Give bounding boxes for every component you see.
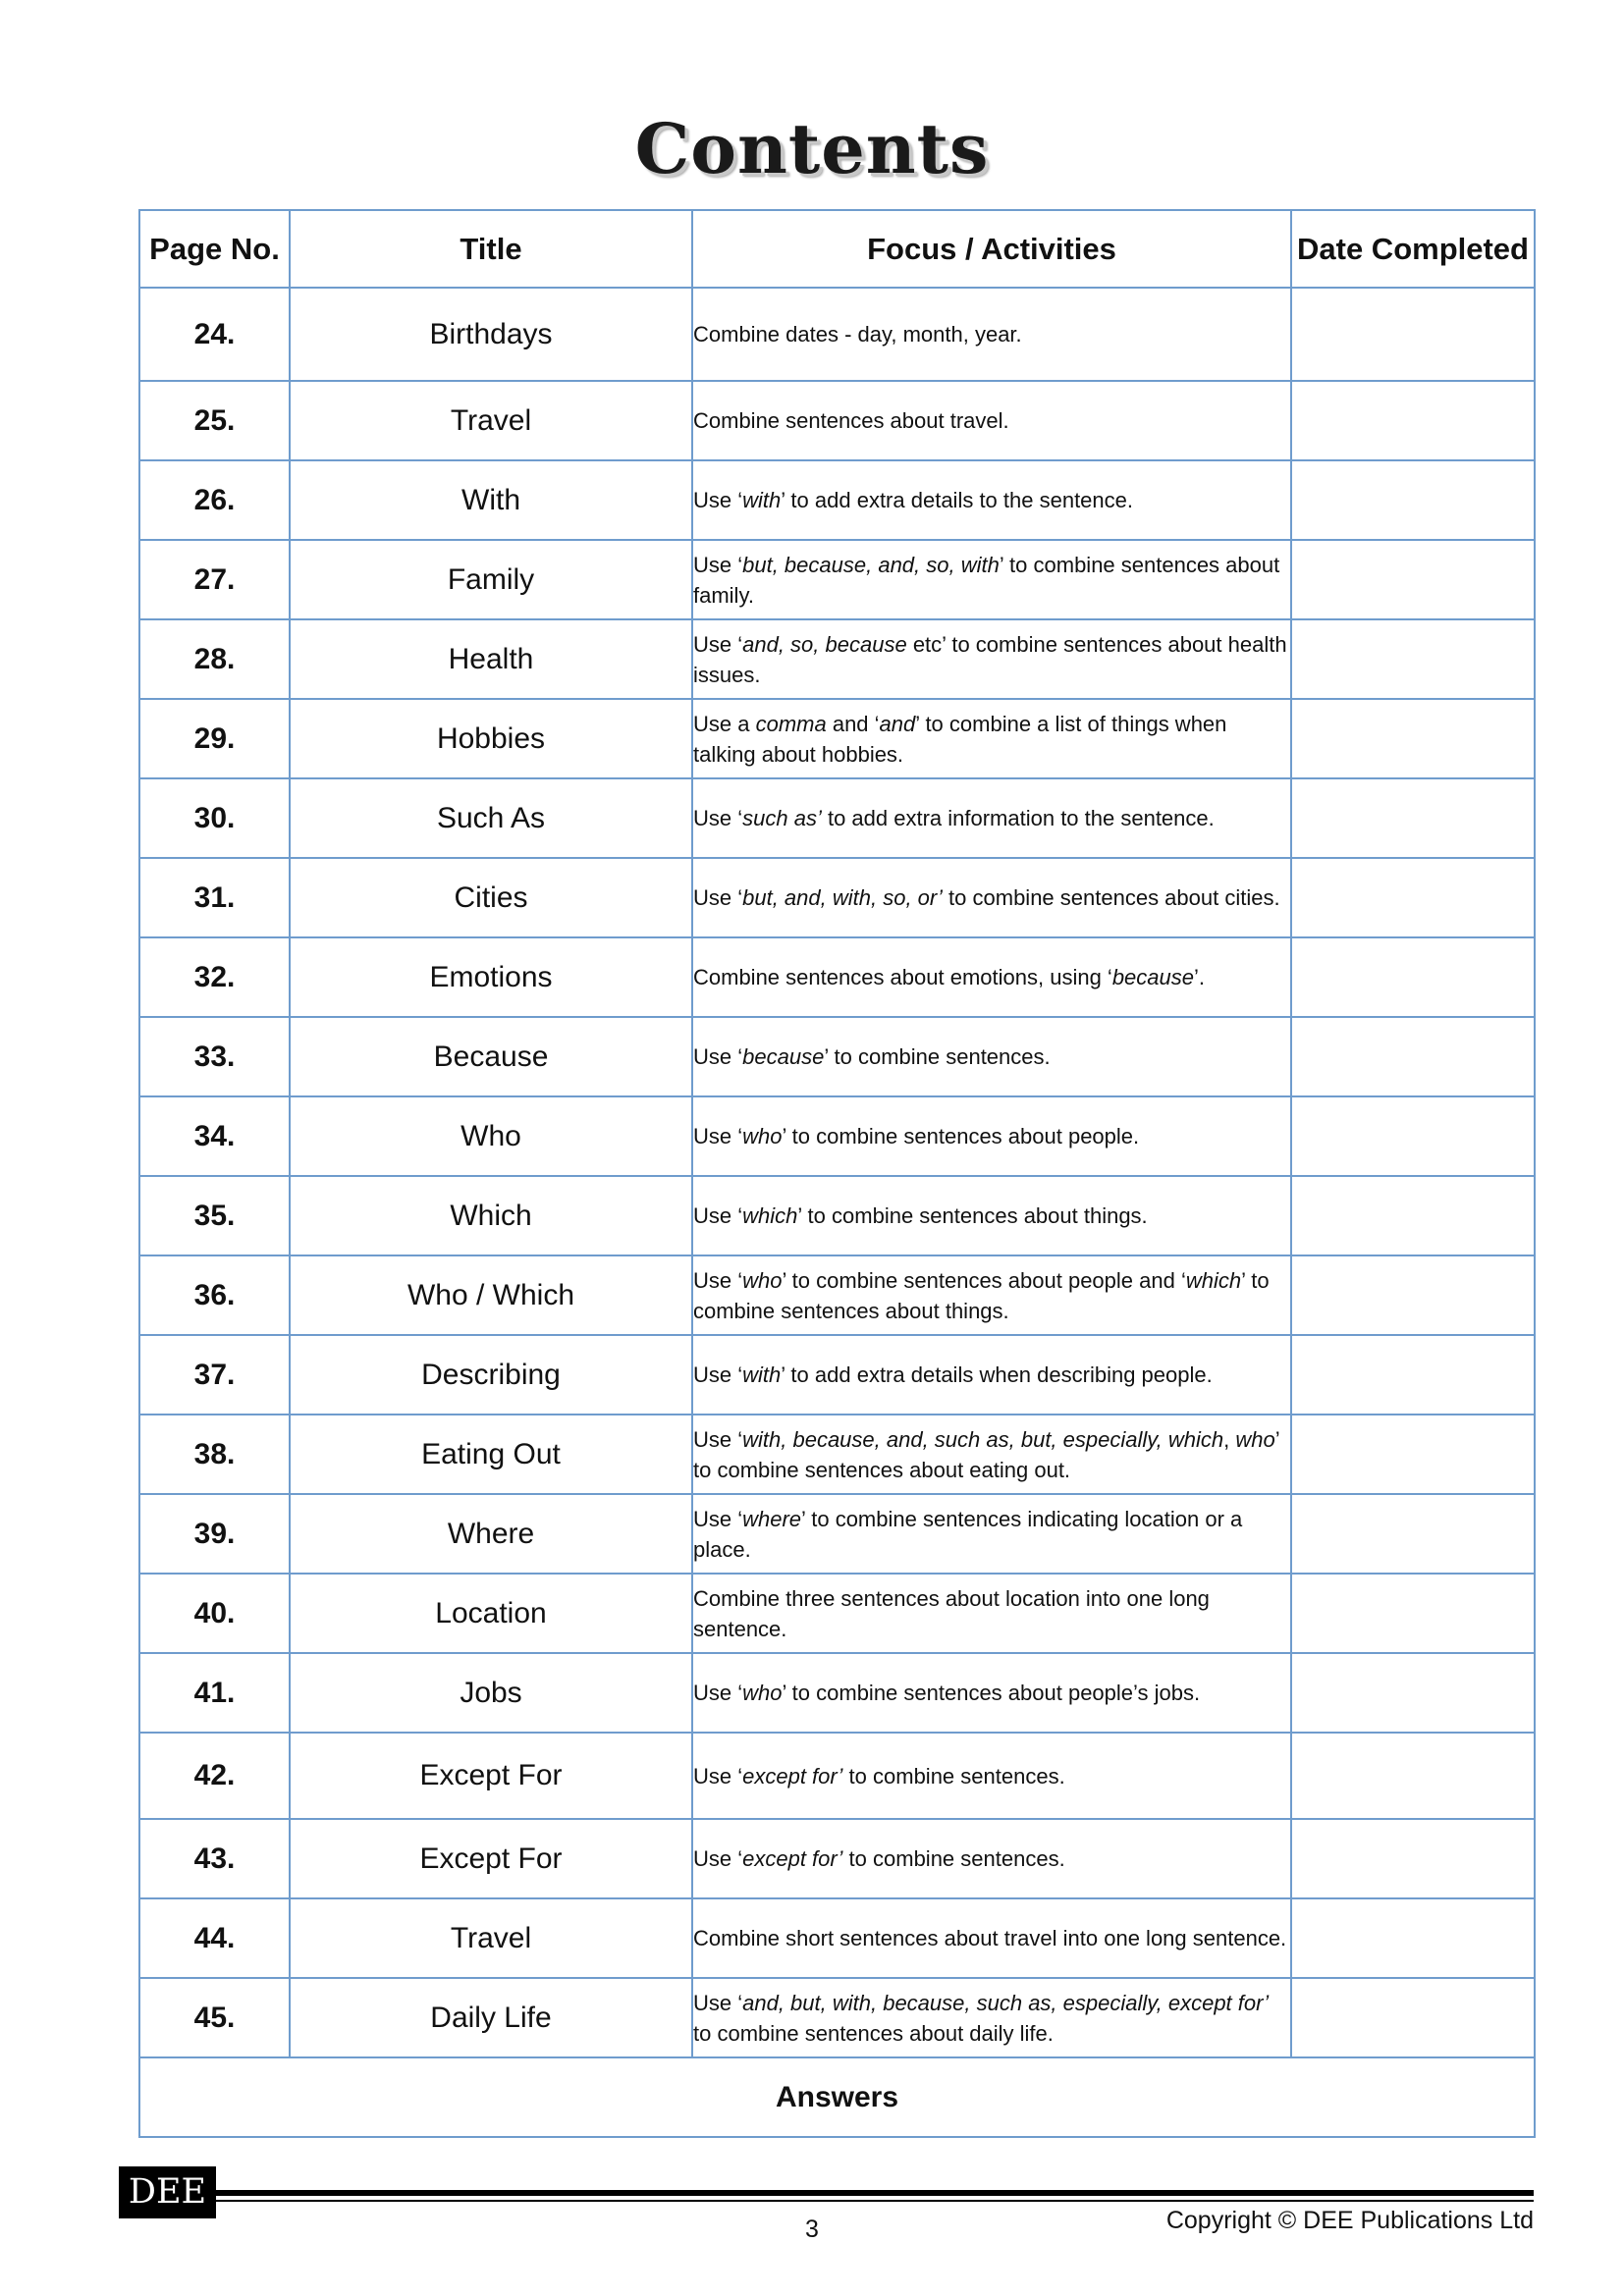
row-page-number: 45. <box>139 1978 290 2057</box>
row-title: Emotions <box>290 937 692 1017</box>
row-page-number: 31. <box>139 858 290 937</box>
row-page-number: 27. <box>139 540 290 619</box>
row-title: Jobs <box>290 1653 692 1733</box>
row-page-number: 43. <box>139 1819 290 1898</box>
table-row <box>139 288 1535 381</box>
row-page-number: 41. <box>139 1653 290 1733</box>
row-focus: Use ‘with’ to add extra details to the sentence. <box>692 460 1291 540</box>
row-focus: Use a comma and ‘and’ to combine a list of things when talking about hobbies. <box>692 699 1291 778</box>
row-focus: Combine dates - day, month, year. <box>692 288 1291 381</box>
row-title: Eating Out <box>290 1415 692 1494</box>
row-focus: Combine sentences about emotions, using ‘because’. <box>692 937 1291 1017</box>
row-date-completed[interactable] <box>1291 1415 1535 1494</box>
row-page-number: 28. <box>139 619 290 699</box>
row-page-number: 33. <box>139 1017 290 1096</box>
row-page-number: 37. <box>139 1335 290 1415</box>
row-title: Daily Life <box>290 1978 692 2057</box>
header-title: Title <box>290 210 692 288</box>
header-date-completed: Date Completed <box>1291 210 1535 288</box>
row-date-completed[interactable] <box>1291 1176 1535 1255</box>
row-focus: Use ‘who’ to combine sentences about people’s jobs. <box>692 1653 1291 1733</box>
row-date-completed[interactable] <box>1291 858 1535 937</box>
row-page-number: 42. <box>139 1733 290 1819</box>
row-focus: Use ‘which’ to combine sentences about things. <box>692 1176 1291 1255</box>
row-focus: Combine three sentences about location into one long sentence. <box>692 1574 1291 1653</box>
row-page-number: 34. <box>139 1096 290 1176</box>
row-focus: Use ‘except for’ to combine sentences. <box>692 1819 1291 1898</box>
table-row <box>139 1415 1535 1494</box>
row-date-completed[interactable] <box>1291 460 1535 540</box>
dee-logo: DEE <box>119 2166 216 2218</box>
row-date-completed[interactable] <box>1291 540 1535 619</box>
row-date-completed[interactable] <box>1291 1733 1535 1819</box>
row-page-number: 32. <box>139 937 290 1017</box>
row-date-completed[interactable] <box>1291 1494 1535 1574</box>
table-row <box>139 1335 1535 1415</box>
row-title: Who / Which <box>290 1255 692 1335</box>
row-date-completed[interactable] <box>1291 1017 1535 1096</box>
row-page-number: 40. <box>139 1574 290 1653</box>
row-title: Who <box>290 1096 692 1176</box>
row-focus: Use ‘with, because, and, such as, but, especially, which, who’ to combine sentences about eating out. <box>692 1415 1291 1494</box>
row-title: Except For <box>290 1733 692 1819</box>
table-row <box>139 858 1535 937</box>
table-row <box>139 1978 1535 2057</box>
row-date-completed[interactable] <box>1291 1898 1535 1978</box>
table-row <box>139 1574 1535 1653</box>
row-page-number: 44. <box>139 1898 290 1978</box>
row-date-completed[interactable] <box>1291 381 1535 460</box>
row-date-completed[interactable] <box>1291 778 1535 858</box>
row-focus: Use ‘but, because, and, so, with’ to combine sentences about family. <box>692 540 1291 619</box>
row-page-number: 25. <box>139 381 290 460</box>
row-focus: Use ‘and, so, because etc’ to combine sentences about health issues. <box>692 619 1291 699</box>
row-title: Cities <box>290 858 692 937</box>
table-row <box>139 1255 1535 1335</box>
table-row <box>139 619 1535 699</box>
row-page-number: 38. <box>139 1415 290 1494</box>
table-body <box>139 288 1535 2057</box>
row-focus: Use ‘where’ to combine sentences indicating location or a place. <box>692 1494 1291 1574</box>
table-row <box>139 1017 1535 1096</box>
row-page-number: 35. <box>139 1176 290 1255</box>
row-page-number: 24. <box>139 288 290 381</box>
table-row <box>139 937 1535 1017</box>
table-row <box>139 1653 1535 1733</box>
row-title: Hobbies <box>290 699 692 778</box>
row-focus: Use ‘and, but, with, because, such as, especially, except for’ to combine sentences about daily life. <box>692 1978 1291 2057</box>
table-row <box>139 540 1535 619</box>
footer-rule-thin <box>216 2200 1534 2202</box>
row-title: Because <box>290 1017 692 1096</box>
row-page-number: 29. <box>139 699 290 778</box>
answers-row <box>139 2057 1535 2137</box>
table-row <box>139 699 1535 778</box>
table-row <box>139 1733 1535 1819</box>
row-page-number: 26. <box>139 460 290 540</box>
table-row <box>139 381 1535 460</box>
row-date-completed[interactable] <box>1291 1096 1535 1176</box>
header-page-no: Page No. <box>139 210 290 288</box>
answers-cell: Answers <box>139 2057 1535 2137</box>
row-focus: Combine short sentences about travel into one long sentence. <box>692 1898 1291 1978</box>
row-focus: Use ‘who’ to combine sentences about people. <box>692 1096 1291 1176</box>
row-focus: Use ‘who’ to combine sentences about people and ‘which’ to combine sentences about things. <box>692 1255 1291 1335</box>
row-page-number: 39. <box>139 1494 290 1574</box>
row-date-completed[interactable] <box>1291 1255 1535 1335</box>
row-date-completed[interactable] <box>1291 1653 1535 1733</box>
row-page-number: 36. <box>139 1255 290 1335</box>
row-title: Location <box>290 1574 692 1653</box>
row-title: Where <box>290 1494 692 1574</box>
row-focus: Use ‘with’ to add extra details when describing people. <box>692 1335 1291 1415</box>
row-title: Which <box>290 1176 692 1255</box>
row-title: Such As <box>290 778 692 858</box>
row-title: Family <box>290 540 692 619</box>
row-date-completed[interactable] <box>1291 1978 1535 2057</box>
row-focus: Use ‘because’ to combine sentences. <box>692 1017 1291 1096</box>
row-date-completed[interactable] <box>1291 699 1535 778</box>
row-date-completed[interactable] <box>1291 937 1535 1017</box>
header-focus: Focus / Activities <box>692 210 1291 288</box>
table-row <box>139 1494 1535 1574</box>
row-date-completed[interactable] <box>1291 619 1535 699</box>
row-focus: Use ‘but, and, with, so, or’ to combine sentences about cities. <box>692 858 1291 937</box>
row-date-completed[interactable] <box>1291 288 1535 381</box>
row-date-completed[interactable] <box>1291 1335 1535 1415</box>
row-title: Birthdays <box>290 288 692 381</box>
table-row <box>139 1176 1535 1255</box>
row-focus: Use ‘such as’ to add extra information to the sentence. <box>692 778 1291 858</box>
table-row <box>139 460 1535 540</box>
row-title: Travel <box>290 381 692 460</box>
row-title: Travel <box>290 1898 692 1978</box>
copyright-text: Copyright © DEE Publications Ltd <box>1165 2207 1534 2234</box>
page-title: Contents <box>634 108 990 189</box>
table-row <box>139 1898 1535 1978</box>
page-number: 3 <box>805 2216 819 2243</box>
row-page-number: 30. <box>139 778 290 858</box>
table-row <box>139 1819 1535 1898</box>
row-focus: Use ‘except for’ to combine sentences. <box>692 1733 1291 1819</box>
row-focus: Combine sentences about travel. <box>692 381 1291 460</box>
contents-table <box>138 209 1536 2138</box>
row-title: Describing <box>290 1335 692 1415</box>
row-title: With <box>290 460 692 540</box>
table-row <box>139 778 1535 858</box>
row-title: Health <box>290 619 692 699</box>
footer-rule <box>216 2190 1534 2196</box>
table-header-row <box>139 210 1535 288</box>
row-date-completed[interactable] <box>1291 1574 1535 1653</box>
row-date-completed[interactable] <box>1291 1819 1535 1898</box>
table-row <box>139 1096 1535 1176</box>
row-title: Except For <box>290 1819 692 1898</box>
